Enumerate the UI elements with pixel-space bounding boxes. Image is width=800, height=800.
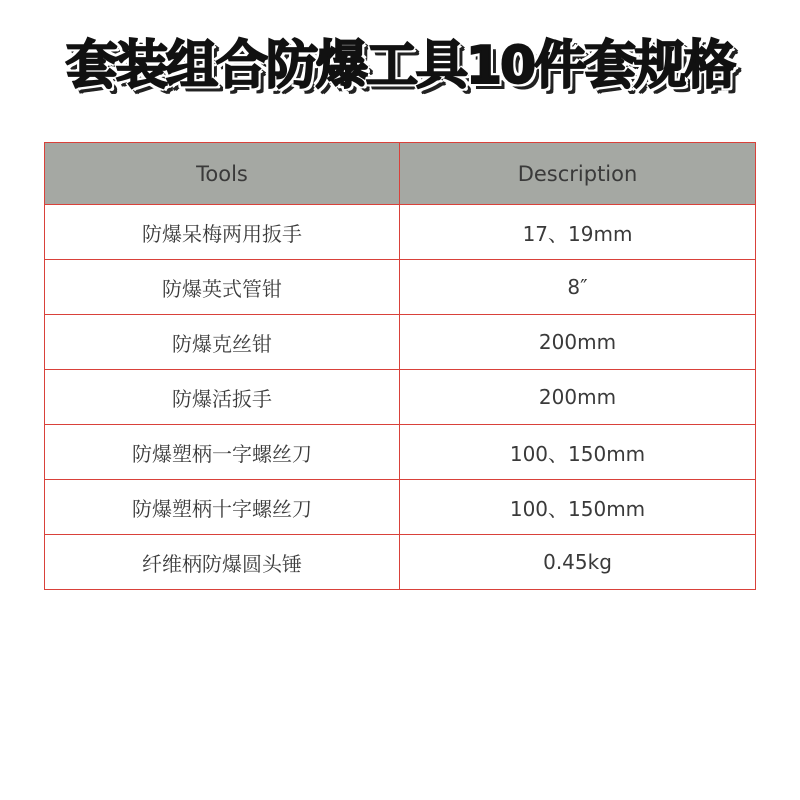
description-cell: 8″ <box>400 260 756 315</box>
description-cell: 17、19mm <box>400 205 756 260</box>
description-cell: 0.45kg <box>400 535 756 590</box>
table-row <box>45 370 756 425</box>
tool-cell: 防爆塑柄一字螺丝刀 <box>45 425 400 480</box>
description-cell: 100、150mm <box>400 425 756 480</box>
table-row <box>45 535 756 590</box>
page-title: 套装组合防爆工具10件套规格 <box>65 36 735 96</box>
spec-table <box>44 142 756 590</box>
column-header-tools: Tools <box>45 143 400 205</box>
table-row <box>45 425 756 480</box>
description-cell: 100、150mm <box>400 480 756 535</box>
table-row <box>45 205 756 260</box>
tool-cell: 防爆塑柄十字螺丝刀 <box>45 480 400 535</box>
tool-cell: 纤维柄防爆圆头锤 <box>45 535 400 590</box>
table-row <box>45 315 756 370</box>
tool-cell: 防爆活扳手 <box>45 370 400 425</box>
tool-cell: 防爆英式管钳 <box>45 260 400 315</box>
column-header-description: Description <box>400 143 756 205</box>
table-row <box>45 260 756 315</box>
description-cell: 200mm <box>400 370 756 425</box>
table-header-row <box>45 143 756 205</box>
table-row <box>45 480 756 535</box>
tool-cell: 防爆呆梅两用扳手 <box>45 205 400 260</box>
tool-cell: 防爆克丝钳 <box>45 315 400 370</box>
description-cell: 200mm <box>400 315 756 370</box>
